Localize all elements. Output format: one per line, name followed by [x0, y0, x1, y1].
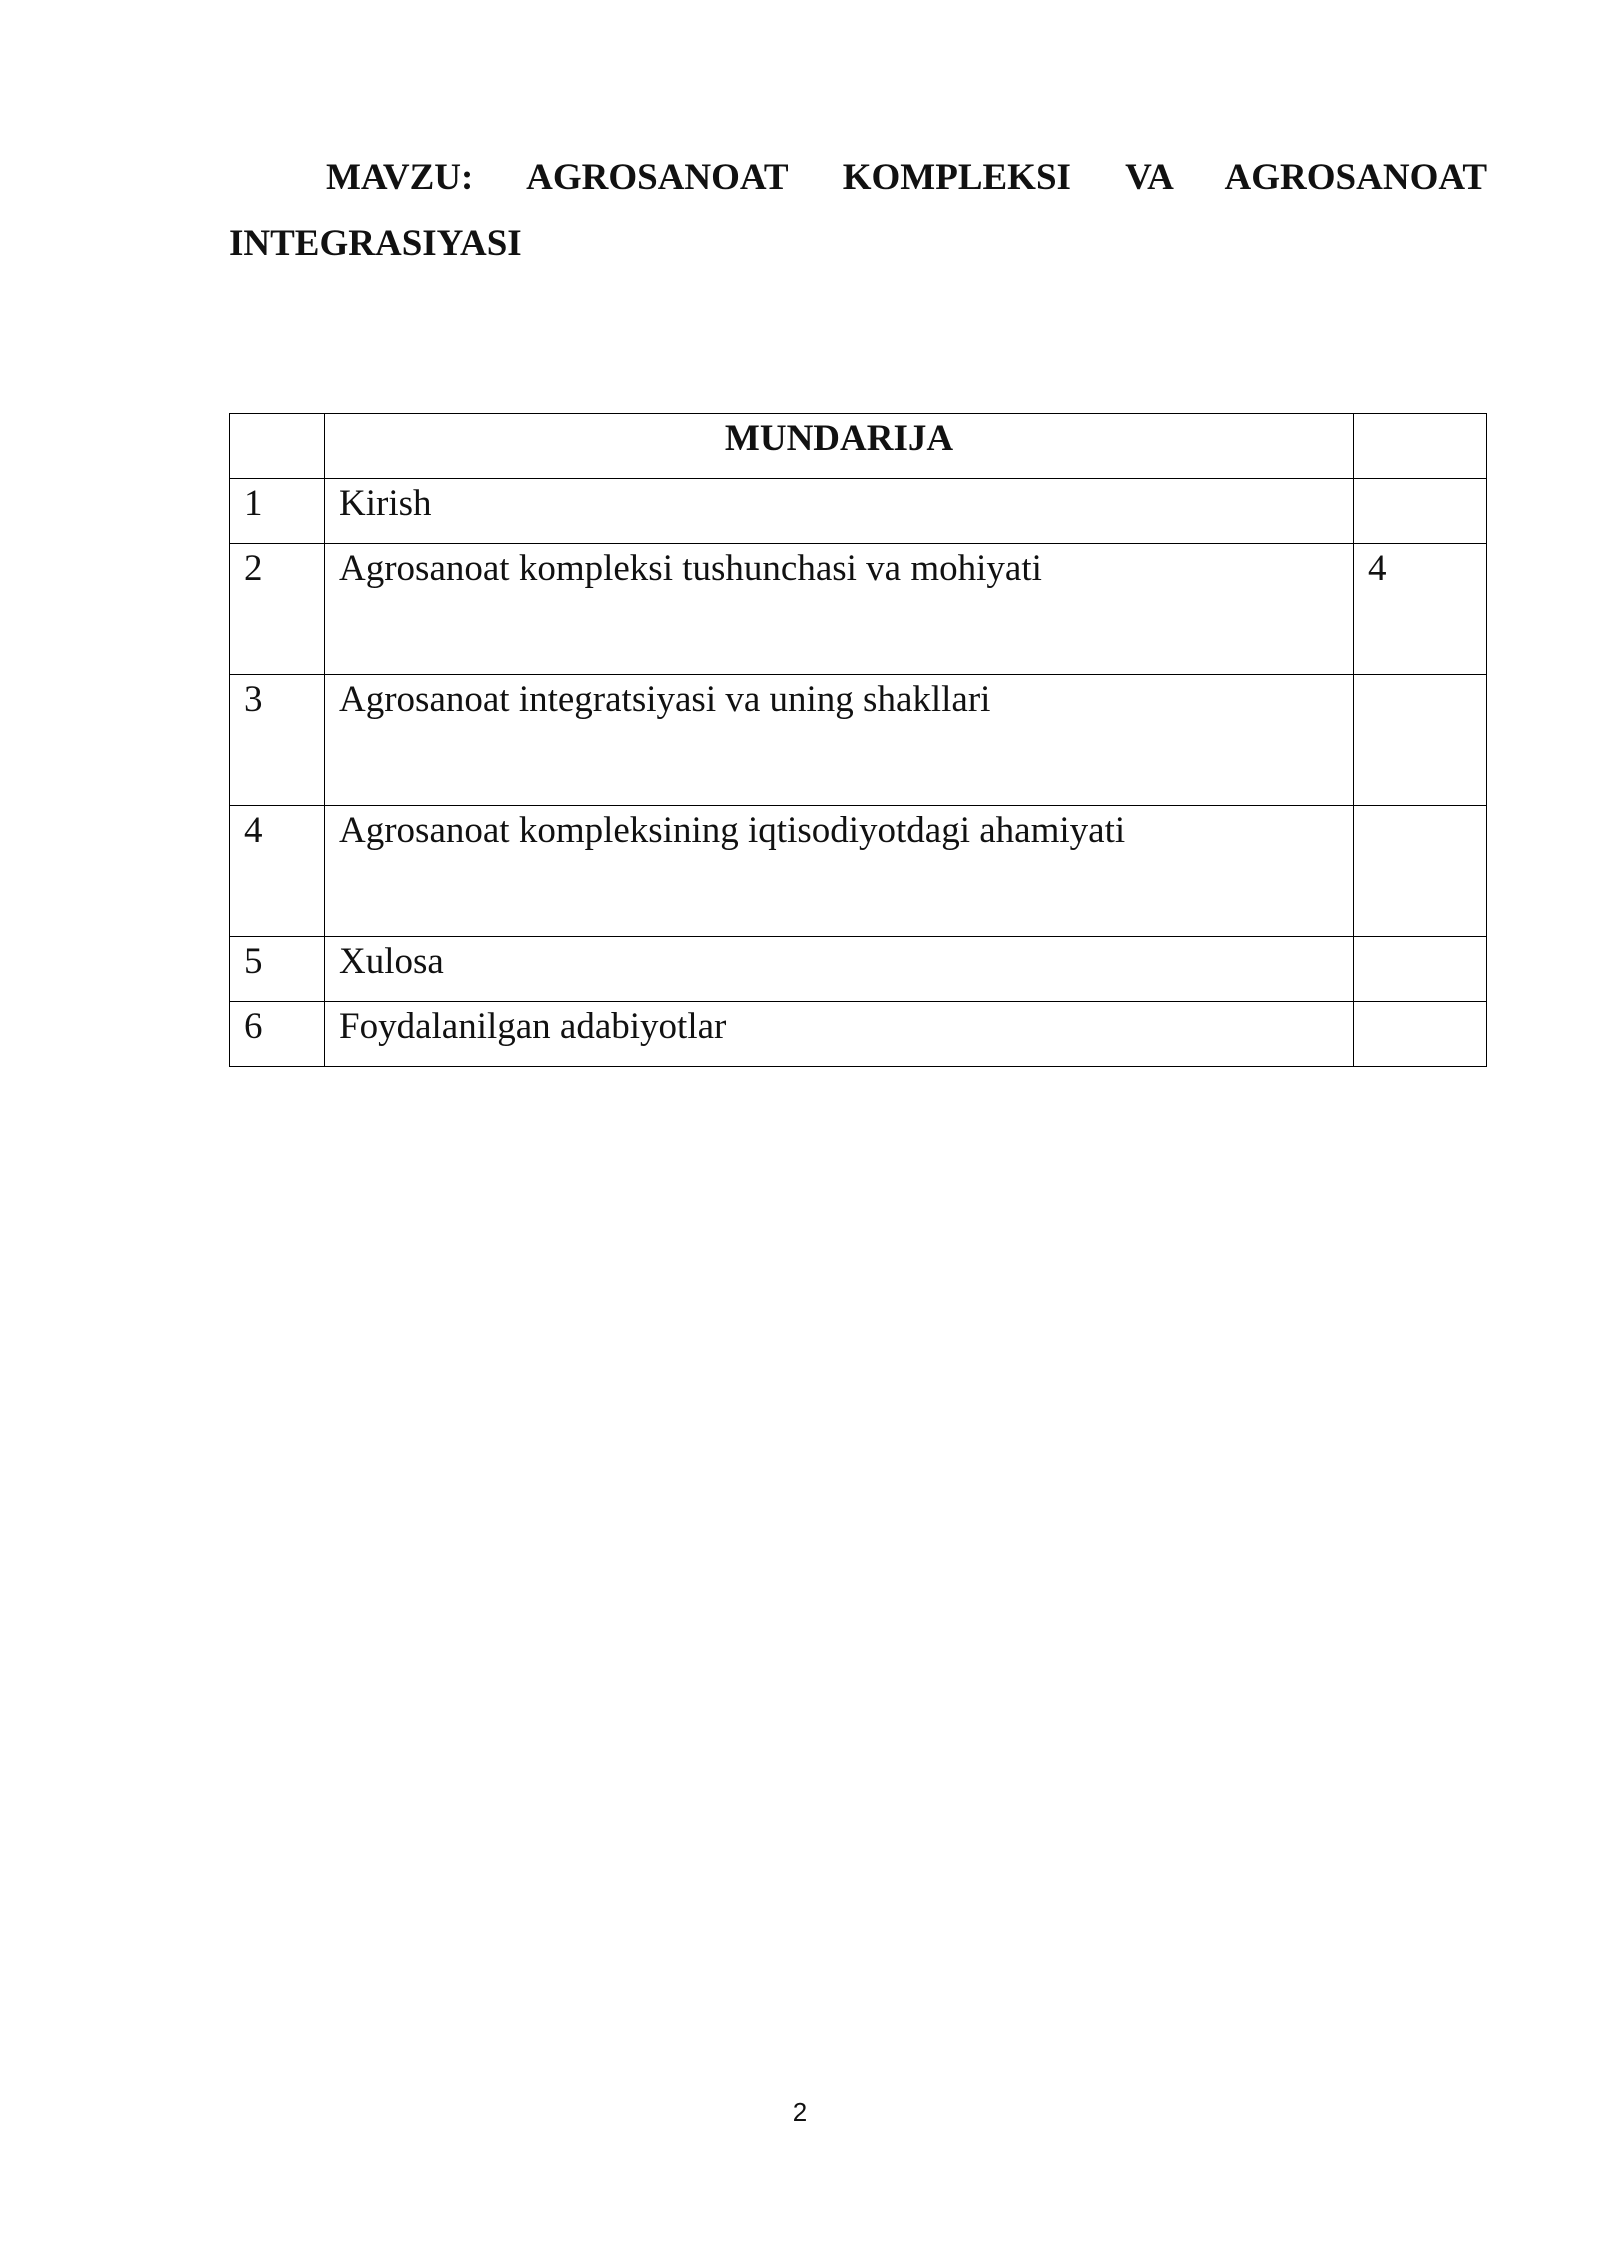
toc-row-number: 3 — [230, 675, 325, 806]
toc-header: MUNDARIJA — [325, 414, 1354, 479]
toc-header-row — [230, 414, 1487, 479]
toc-row-title: Agrosanoat kompleksi tushunchasi va mohiyati — [325, 544, 1354, 675]
toc-row-title: Xulosa — [325, 937, 1354, 1002]
toc-row-title: Foydalanilgan adabiyotlar — [325, 1002, 1354, 1067]
toc-row-title: Agrosanoat kompleksining iqtisodiyotdagi ahamiyati — [325, 806, 1354, 937]
toc-row-page: 4 — [1354, 544, 1487, 675]
toc-row-number: 5 — [230, 937, 325, 1002]
toc-row-title: Kirish — [325, 479, 1354, 544]
toc-row — [230, 937, 1487, 1002]
toc-row-number: 6 — [230, 1002, 325, 1067]
document-title: MAVZU: AGROSANOAT KOMPLEKSI VA AGROSANOAT INTEGRASIYASI — [229, 157, 1487, 264]
toc-row-number: 2 — [230, 544, 325, 675]
toc-row — [230, 675, 1487, 806]
toc-header-page-cell — [1354, 414, 1487, 479]
page-number: 2 — [792, 2097, 808, 2127]
toc-row-number: 1 — [230, 479, 325, 544]
toc-row — [230, 479, 1487, 544]
table-of-contents — [229, 413, 1487, 1067]
toc-header-num-cell — [230, 414, 325, 479]
toc-row-page — [1354, 479, 1487, 544]
toc-row — [230, 806, 1487, 937]
toc-row-page — [1354, 806, 1487, 937]
toc-row-title: Agrosanoat integratsiyasi va uning shakllari — [325, 675, 1354, 806]
toc-row — [230, 1002, 1487, 1067]
toc-row — [230, 544, 1487, 675]
toc-row-number: 4 — [230, 806, 325, 937]
toc-row-page — [1354, 937, 1487, 1002]
toc-row-page — [1354, 1002, 1487, 1067]
toc-row-page — [1354, 675, 1487, 806]
